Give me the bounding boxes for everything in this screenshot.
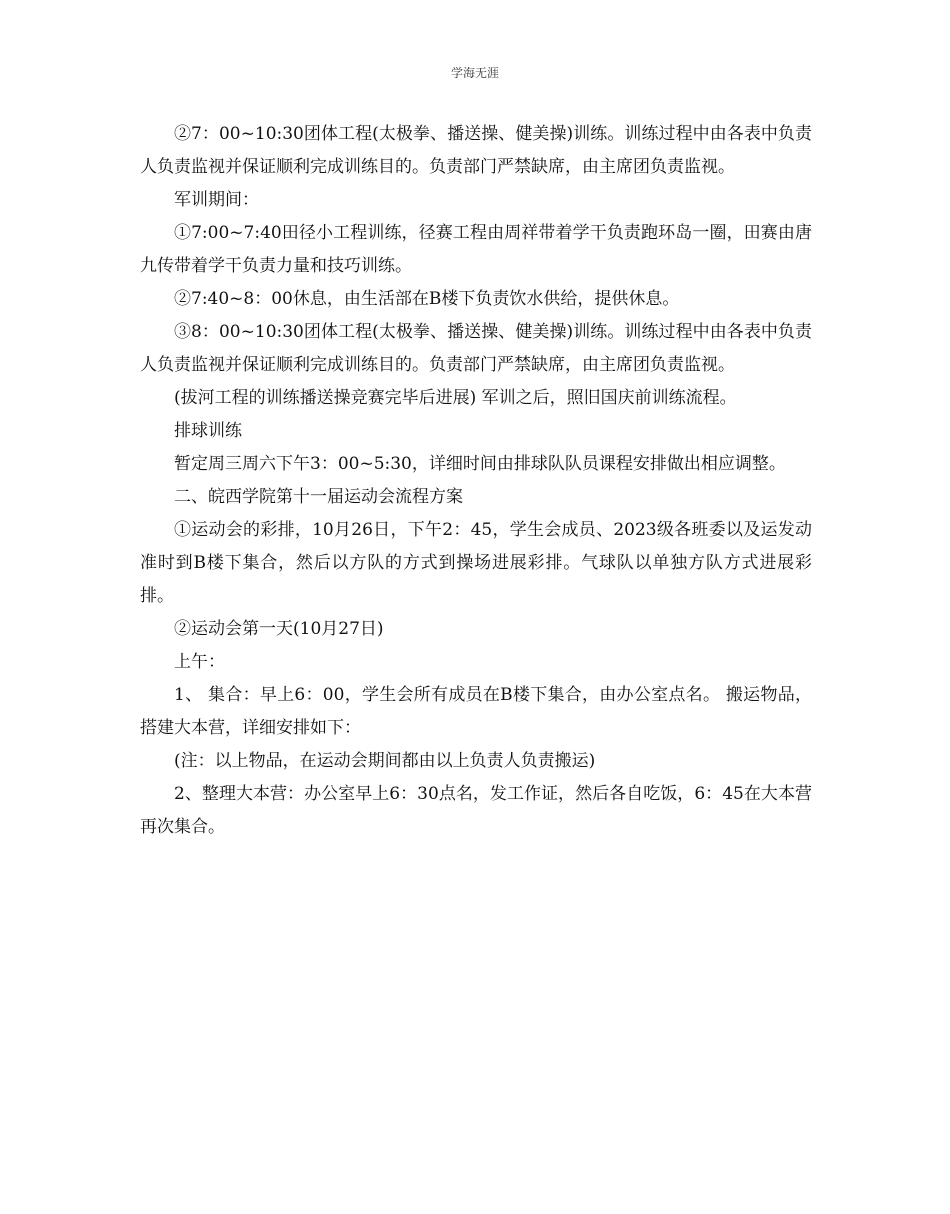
paragraph: ①运动会的彩排，10月26日，下午2：45，学生会成员、2023级各班委以及运发动准时到B楼下集合，然后以方队的方式到操场进展彩排。气球队以单独方队方式进展彩排。 (140, 520, 812, 606)
section-heading: 二、皖西学院第十一届运动会流程方案 (174, 487, 463, 507)
paragraph: 暂定周三周六下午3：00~5:30，详细时间由排球队队员课程安排做出相应调整。 (174, 454, 786, 474)
paragraph: 上午： (174, 652, 225, 672)
paragraph: 2、整理大本营：办公室早上6：30点名，发工作证，然后各自吃饭，6：45在大本营再次集合。 (140, 784, 812, 837)
paragraph: ②7：00~10:30团体工程(太极拳、播送操、健美操)训练。训练过程中由各表中负责人负责监视并保证顺利完成训练目的。负责部门严禁缺席，由主席团负责监视。 (140, 124, 812, 177)
document-body (140, 118, 812, 844)
paragraph: 排球训练 (174, 421, 242, 441)
paragraph: 军训期间： (174, 190, 259, 210)
paragraph: 1、 集合：早上6：00，学生会所有成员在B楼下集合，由办公室点名。 搬运物品，搭建大本营，详细安排如下： (140, 685, 812, 738)
paragraph: ①7:00~7:40田径小工程训练，径赛工程由周祥带着学干负责跑环岛一圈，田赛由唐九传带着学干负责力量和技巧训练。 (140, 223, 812, 276)
paragraph: ③8：00~10:30团体工程(太极拳、播送操、健美操)训练。训练过程中由各表中负责人负责监视并保证顺利完成训练目的。负责部门严禁缺席，由主席团负责监视。 (140, 322, 812, 375)
paragraph: ②运动会第一天(10月27日) (174, 619, 384, 639)
paragraph: (拔河工程的训练播送操竞赛完毕后进展) 军训之后，照旧国庆前训练流程。 (174, 388, 737, 408)
paragraph: ②7:40~8：00休息，由生活部在B楼下负责饮水供给，提供休息。 (174, 289, 680, 309)
page-header: 学海无涯 (450, 66, 499, 80)
paragraph: (注：以上物品，在运动会期间都由以上负责人负责搬运) (174, 751, 596, 771)
